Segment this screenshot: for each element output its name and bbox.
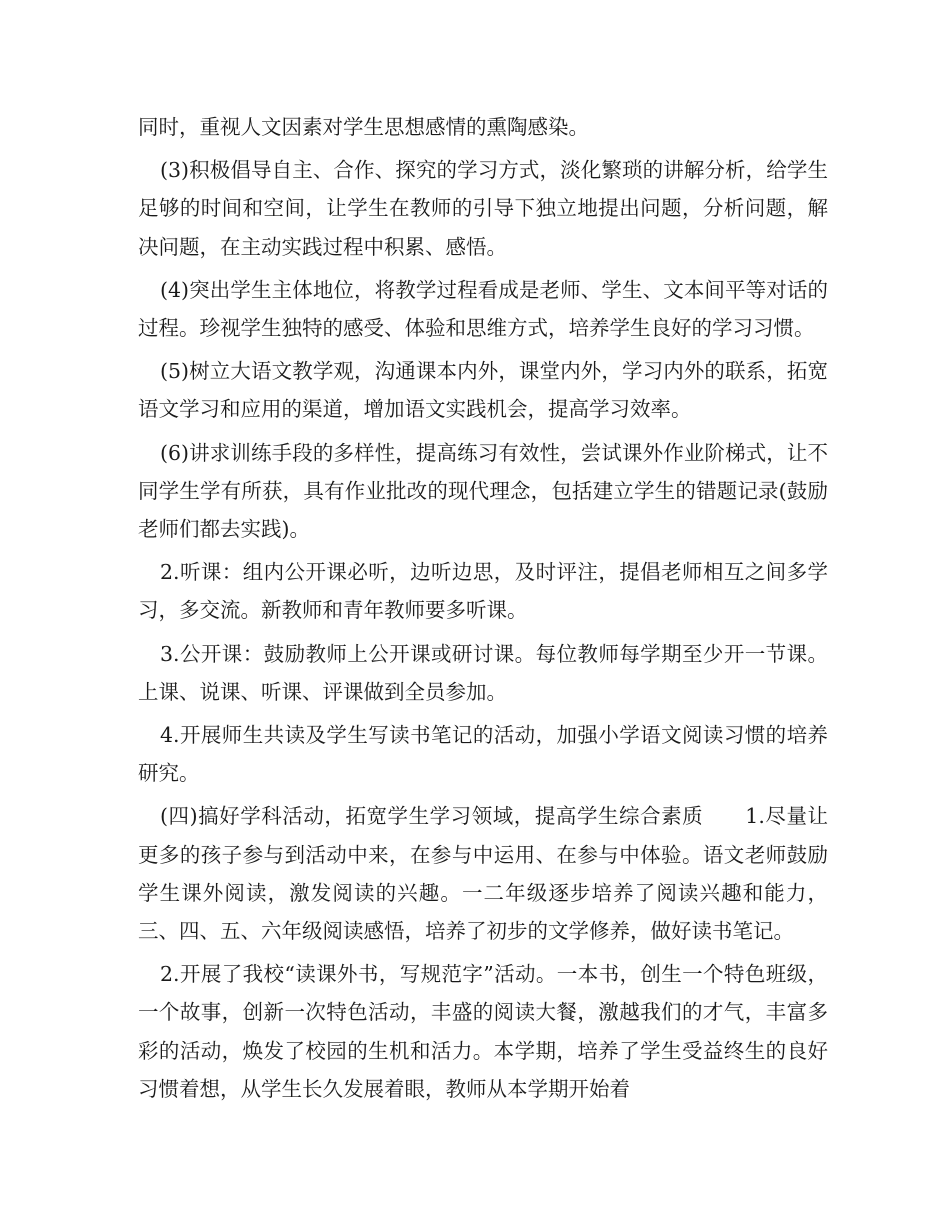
paragraph-8: 4.开展师生共读及学生写读书笔记的活动，加强小学语文阅读习惯的培养研究。 [138,723,828,786]
paragraph-3: (4)突出学生主体地位，将教学过程看成是老师、学生、文本间平等对话的过程。珍视学生独特的感受、体验和思维方式，培养学生良好的学习习惯。 [138,277,828,341]
paragraph-5: (6)讲求训练手段的多样性，提高练习有效性，尝试课外作业阶梯式，让不同学生学有所获，具有作业批改的现代理念，包括建立学生的错题记录(鼓励老师们都去实践)。 [138,440,828,542]
paragraph-6: 2.听课：组内公开课必听，边听边思，及时评注，提倡老师相互之间多学习，多交流。新教师和青年教师要多听课。 [138,560,828,623]
paragraph-9: (四)搞好学科活动，拓宽学生学习领域，提高学生综合素质 1.尽量让更多的孩子参与到活动中来，在参与中运用、在参与中体验。语文老师鼓励学生课外阅读，激发阅读的兴趣。一二年级逐步培养了阅读兴趣和能力，三、四、五、六年级阅读感悟，培养了初步的文学修养，做好读书笔记。 [138,804,828,944]
paragraph-2: (3)积极倡导自主、合作、探究的学习方式，淡化繁琐的讲解分析，给学生足够的时间和空间，让学生在教师的引导下独立地提出问题，分析问题，解决问题，在主动实践过程中积累、感悟。 [138,158,828,259]
paragraph-4: (5)树立大语文教学观，沟通课本内外，课堂内外，学习内外的联系，拓宽语文学习和应用的渠道，增加语文实践机会，提高学习效率。 [138,359,828,422]
paragraph-10: 2.开展了我校“读课外书，写规范字”活动。一本书，创生一个特色班级，一个故事，创新一次特色活动，丰盛的阅读大餐，激越我们的才气，丰富多彩的活动，焕发了校园的生机和活力。本学期，培养了学生受益终生的良好习惯着想，从学生长久发展着眼，教师从本学期开始着 [138,962,828,1101]
document-body [138,108,828,1113]
paragraph-1: 同时，重视人文因素对学生思想感情的熏陶感染。 [138,115,589,139]
paragraph-7: 3.公开课：鼓励教师上公开课或研讨课。每位教师每学期至少开一节课。上课、说课、听课、评课做到全员参加。 [138,641,828,704]
